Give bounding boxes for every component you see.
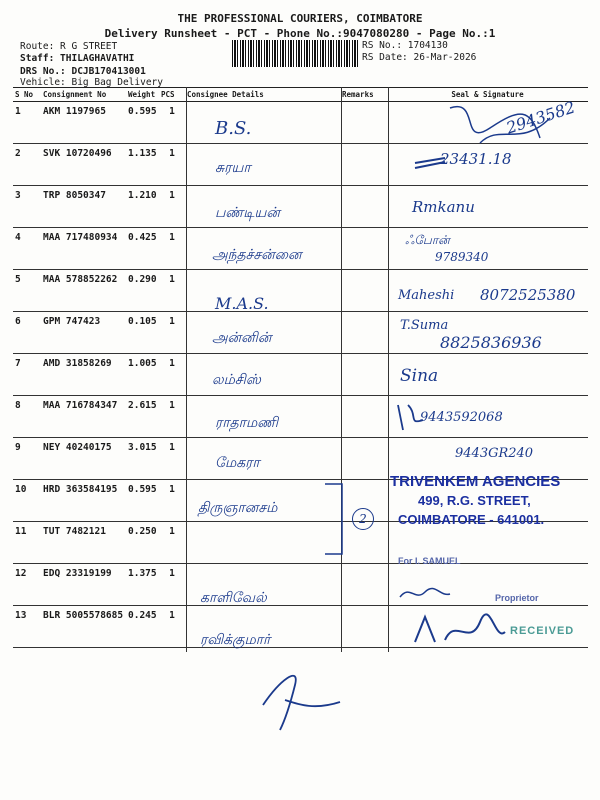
rs-number: RS No.: 1704130 — [362, 40, 448, 51]
runsheet-title: Delivery Runsheet - PCT - Phone No.:9047080280 - Page No.:1 — [104, 27, 496, 40]
cell-consignment: MAA 716784347 — [41, 396, 126, 438]
cell-consignment: AMD 31858269 — [41, 354, 126, 396]
cell-sno: 2 — [13, 144, 41, 186]
hw-r10-circle: 2 — [352, 508, 374, 530]
col-pcs: PCS — [159, 88, 185, 102]
cell-pcs: 1 — [159, 354, 185, 396]
hw-r12-consignee: காளிவேல் — [200, 590, 267, 606]
hw-r5-sign: Maheshi — [398, 288, 455, 303]
vehicle-label: Vehicle: Big Bag Delivery — [20, 77, 163, 88]
cell-weight: 0.250 — [126, 522, 159, 564]
cell-weight: 1.005 — [126, 354, 159, 396]
hw-r4-consignee: அந்தச்சன்னை — [212, 247, 302, 263]
cell-consignee — [185, 354, 340, 396]
stamp-for-line: For I. SAMUEL — [398, 556, 461, 566]
cell-sno: 10 — [13, 480, 41, 522]
drs-label: DRS No.: DCJB170413001 — [20, 66, 146, 77]
divider-consignee — [186, 87, 187, 652]
cell-weight: 1.375 — [126, 564, 159, 606]
cell-consignment: TRP 8050347 — [41, 186, 126, 228]
cell-remarks — [340, 354, 387, 396]
cell-consignee — [185, 438, 340, 480]
route-label: Route: R G STREET — [20, 41, 118, 52]
bracket-mark — [320, 480, 350, 560]
cell-weight: 0.105 — [126, 312, 159, 354]
cell-pcs: 1 — [159, 270, 185, 312]
cell-pcs: 1 — [159, 564, 185, 606]
hw-r4-sign: ஃபோன் — [405, 233, 450, 247]
footer-signature — [255, 660, 345, 735]
hw-r5-consignee: M.A.S. — [215, 294, 269, 313]
hw-r9-consignee: மேகரா — [215, 455, 260, 471]
cell-consignment: TUT 7482121 — [41, 522, 126, 564]
barcode — [232, 40, 358, 67]
cell-remarks — [340, 144, 387, 186]
signature-scribble-r2 — [410, 148, 450, 178]
cell-pcs: 1 — [159, 396, 185, 438]
hw-r6-phone: 8825836936 — [440, 333, 542, 352]
col-weight: Weight — [126, 88, 159, 102]
cell-remarks — [340, 606, 387, 648]
table-row — [13, 186, 588, 228]
cell-sno: 9 — [13, 438, 41, 480]
stamp-city: COIMBATORE - 641001. — [398, 512, 545, 527]
cell-weight: 2.615 — [126, 396, 159, 438]
hw-r2-sign: 23431.18 — [440, 150, 512, 168]
cell-pcs: 1 — [159, 312, 185, 354]
col-consignee: Consignee Details — [185, 88, 340, 102]
hw-r7-consignee: லம்சிஸ் — [212, 372, 261, 388]
cell-pcs: 1 — [159, 606, 185, 648]
cell-remarks — [340, 186, 387, 228]
stamp-received: RECEIVED — [510, 625, 575, 637]
cell-weight: 1.135 — [126, 144, 159, 186]
stamp-name: TRIVENKEM AGENCIES — [390, 473, 561, 490]
hw-r9-sign: 9443GR240 — [455, 446, 534, 461]
cell-remarks — [340, 564, 387, 606]
cell-consignment: GPM 747423 — [41, 312, 126, 354]
cell-consignment: EDQ 23319199 — [41, 564, 126, 606]
cell-weight: 0.290 — [126, 270, 159, 312]
cell-consignee — [185, 144, 340, 186]
cell-sno: 3 — [13, 186, 41, 228]
table-row — [13, 354, 588, 396]
hw-r6-sign: T.Suma — [400, 318, 449, 333]
runsheet-table — [13, 87, 588, 648]
table-row — [13, 522, 588, 564]
hw-r3-consignee: பண்டியன் — [215, 205, 280, 221]
cell-sno: 13 — [13, 606, 41, 648]
cell-weight: 0.595 — [126, 102, 159, 144]
col-signature: Seal & Signature — [387, 88, 588, 102]
cell-weight: 1.210 — [126, 186, 159, 228]
cell-pcs: 1 — [159, 228, 185, 270]
hw-r1-consignee: B.S. — [215, 118, 252, 139]
cell-remarks — [340, 228, 387, 270]
cell-consignment: BLR 5005578685 — [41, 606, 126, 648]
hw-r2-consignee: சுரயா — [215, 160, 251, 176]
cell-sno: 12 — [13, 564, 41, 606]
rs-date: RS Date: 26-Mar-2026 — [362, 52, 477, 63]
hw-r8-sign: 9443592068 — [420, 410, 503, 425]
cell-pcs: 1 — [159, 102, 185, 144]
cell-consignment: HRD 363584195 — [41, 480, 126, 522]
cell-remarks — [340, 312, 387, 354]
signature-scribble-r12 — [395, 582, 455, 607]
cell-consignee — [185, 102, 340, 144]
cell-remarks — [340, 102, 387, 144]
hw-r8-consignee: ராதாமணி — [215, 415, 279, 431]
col-sno: S No — [13, 88, 41, 102]
cell-pcs: 1 — [159, 522, 185, 564]
cell-pcs: 1 — [159, 438, 185, 480]
staff-label: Staff: THILAGHAVATHI — [20, 53, 135, 64]
col-remarks: Remarks — [340, 88, 387, 102]
divider-remarks — [341, 87, 342, 652]
cell-remarks — [340, 396, 387, 438]
cell-consignment: AKM 1197965 — [41, 102, 126, 144]
hw-r10-consignee: திருஞானசம் — [198, 500, 278, 516]
cell-consignment: MAA 717480934 — [41, 228, 126, 270]
hw-r4-phone: 9789340 — [435, 250, 489, 264]
cell-remarks — [340, 438, 387, 480]
signature-scribble-r1 — [440, 88, 580, 158]
cell-weight: 0.425 — [126, 228, 159, 270]
cell-remarks — [340, 270, 387, 312]
cell-sno: 1 — [13, 102, 41, 144]
cell-consignee — [185, 522, 340, 564]
stamp-proprietor: Proprietor — [495, 593, 539, 603]
signature-scribble-r13 — [410, 612, 510, 652]
hw-r6-consignee: அன்னின் — [212, 330, 272, 346]
hw-r3-sign: Rmkanu — [412, 198, 475, 216]
signature-scribble-r8 — [393, 400, 433, 435]
hw-r1-sign: 2943582 — [503, 97, 578, 138]
cell-pcs: 1 — [159, 186, 185, 228]
cell-sno: 6 — [13, 312, 41, 354]
cell-sno: 5 — [13, 270, 41, 312]
cell-weight: 0.595 — [126, 480, 159, 522]
cell-consignment: SVK 10720496 — [41, 144, 126, 186]
cell-sno: 8 — [13, 396, 41, 438]
divider-signature — [388, 87, 389, 652]
stamp-address: 499, R.G. STREET, — [418, 493, 531, 508]
cell-weight: 0.245 — [126, 606, 159, 648]
hw-r13-consignee: ரவிக்குமார் — [200, 632, 271, 648]
cell-sno: 4 — [13, 228, 41, 270]
cell-sno: 11 — [13, 522, 41, 564]
col-consignment: Consignment No — [41, 88, 126, 102]
cell-weight: 3.015 — [126, 438, 159, 480]
cell-consignment: NEY 40240175 — [41, 438, 126, 480]
company-title: THE PROFESSIONAL COURIERS, COIMBATORE — [177, 12, 423, 25]
cell-consignment: MAA 578852262 — [41, 270, 126, 312]
hw-r5-phone: 8072525380 — [480, 286, 576, 304]
hw-r7-sign: Sina — [400, 366, 439, 386]
cell-sno: 7 — [13, 354, 41, 396]
cell-pcs: 1 — [159, 480, 185, 522]
cell-pcs: 1 — [159, 144, 185, 186]
